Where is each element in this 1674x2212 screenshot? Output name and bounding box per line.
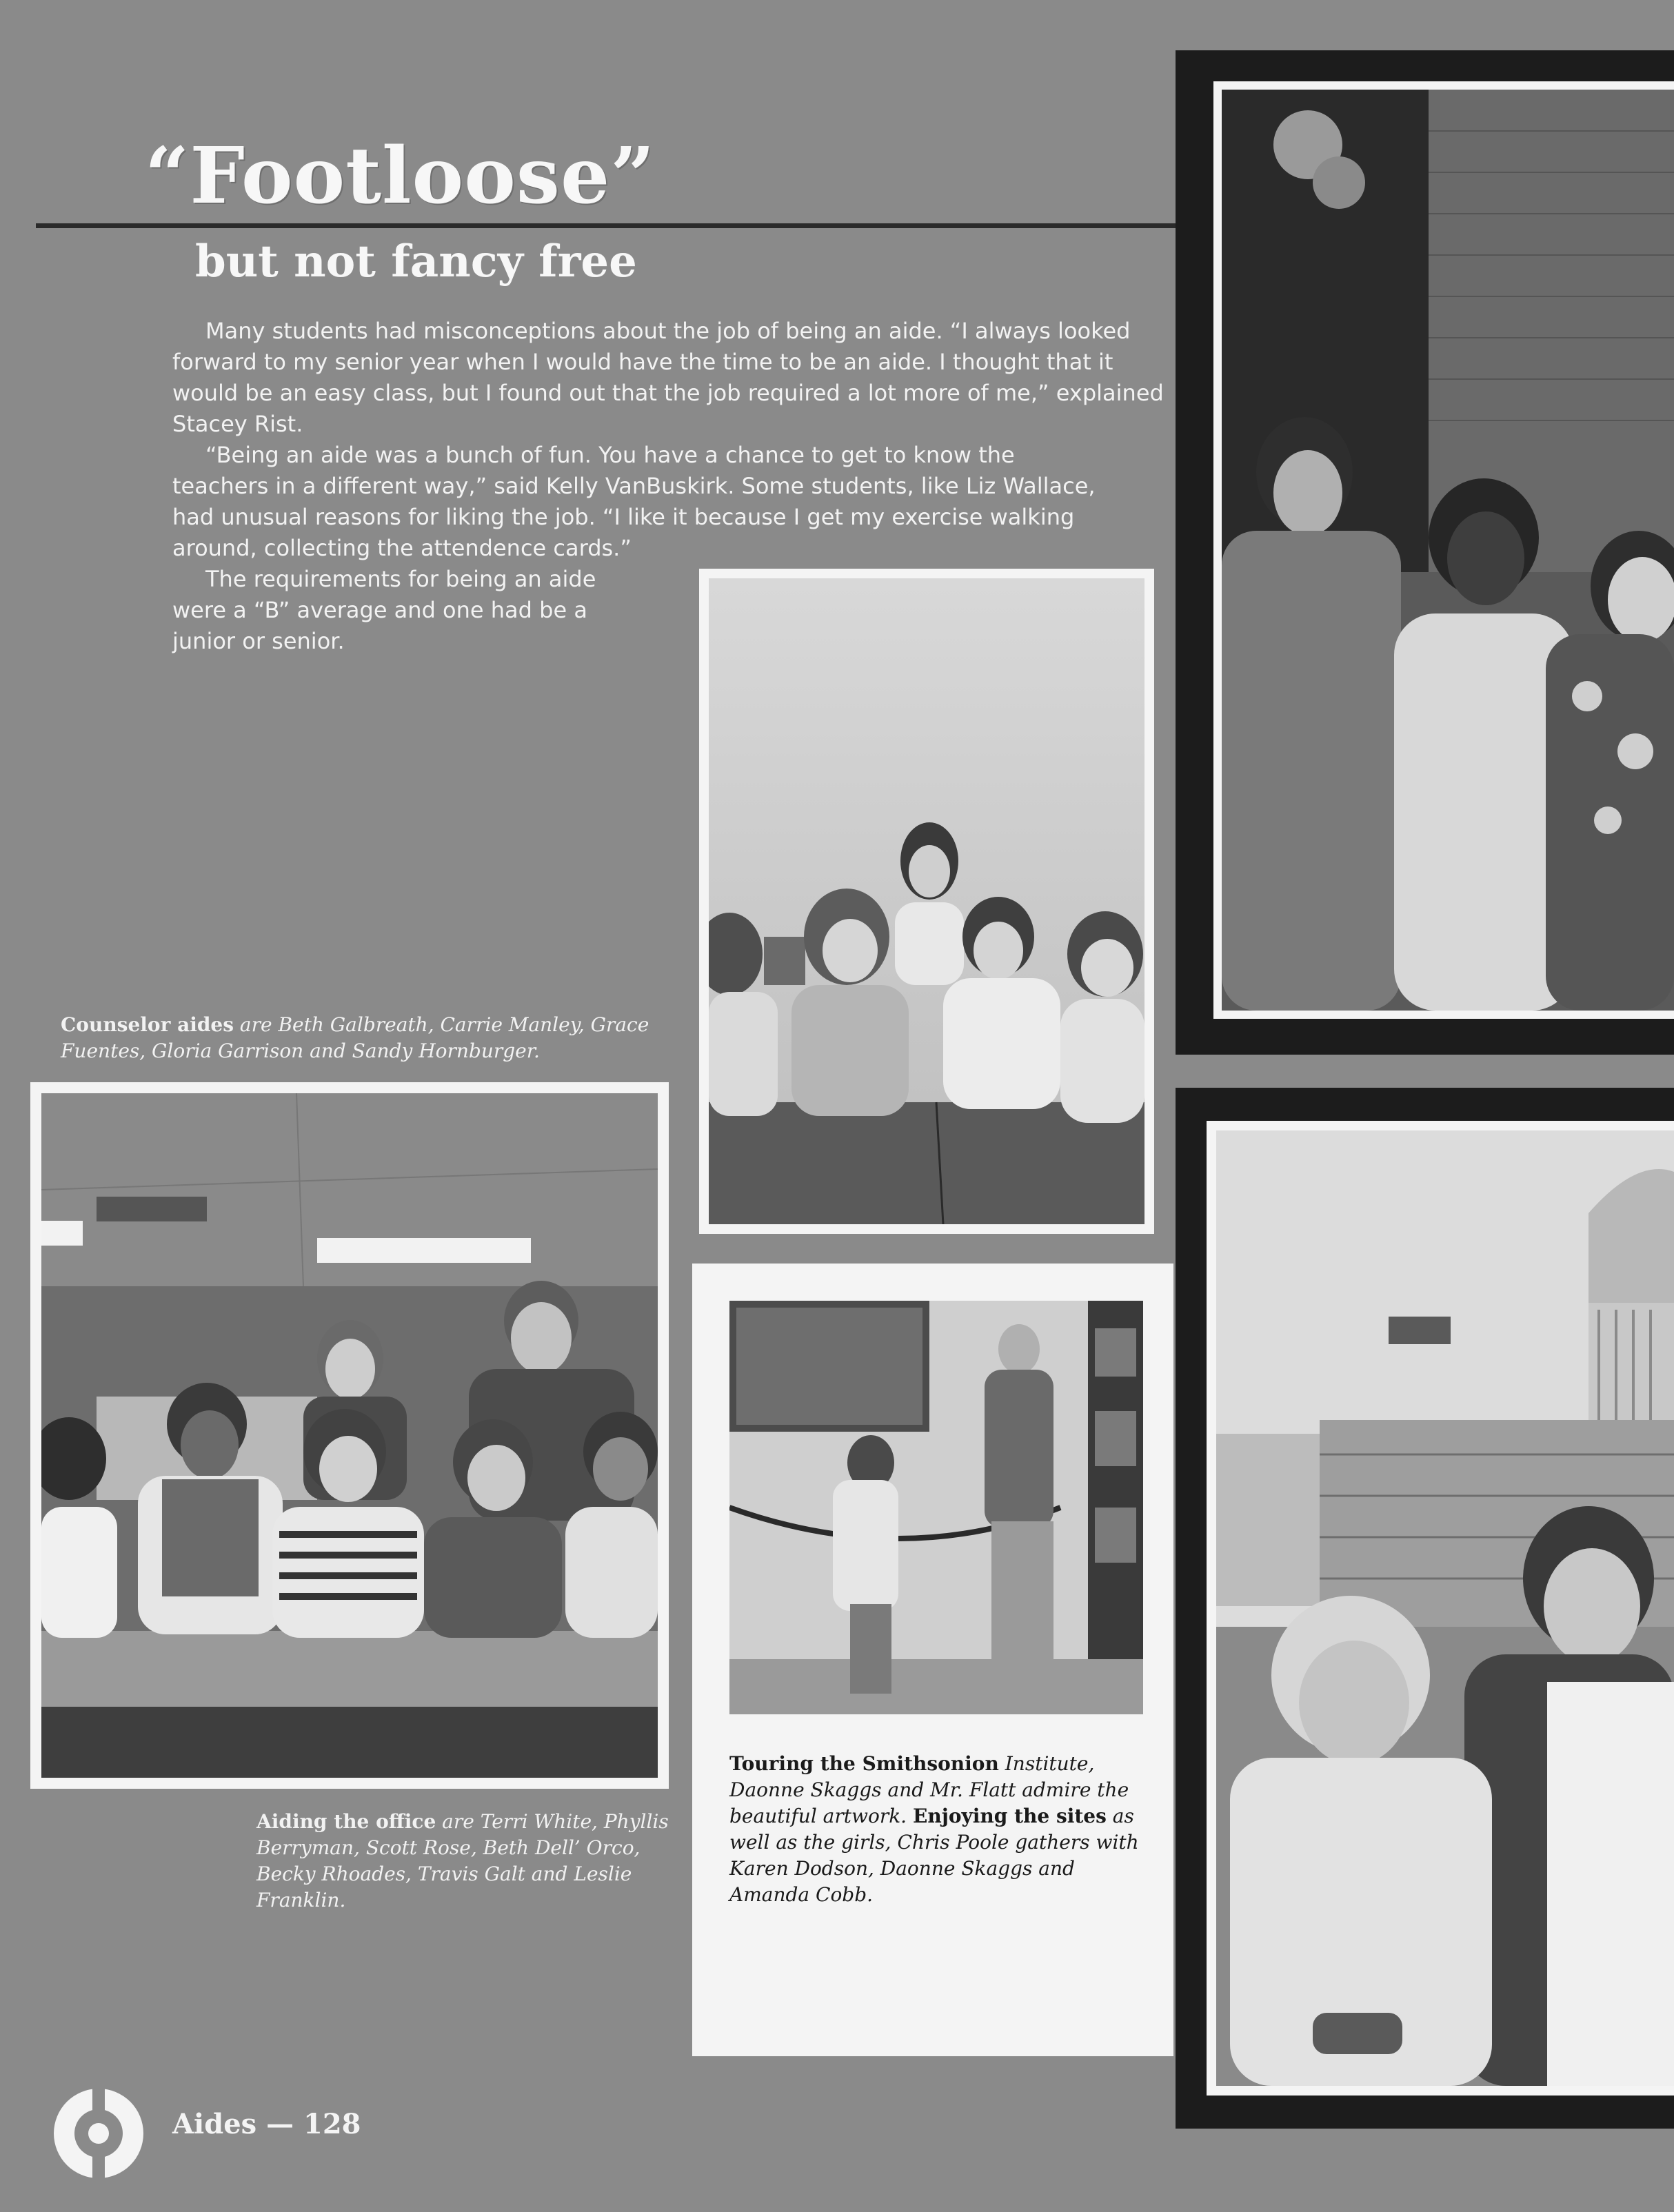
article-paragraph-1: Many students had misconceptions about the job of being an aide. “I always looked forward to my senior year when I would have the time to be an aide. I thought that it would be an easy class, but I found out that the job required a lot more of me,” explained Stacey Rist. bbox=[172, 318, 1164, 437]
smithsonian-caption-text-1: Institute, Daonne Skaggs and Mr. Flatt admire the beautiful artwork. bbox=[729, 1752, 1129, 1827]
counselor-aides-image bbox=[709, 578, 1144, 1224]
right-top-photo-frame bbox=[1176, 50, 1674, 1055]
page-folio: Aides — 128 bbox=[172, 2108, 361, 2140]
smithsonian-caption bbox=[729, 1751, 1143, 1908]
article-paragraph-2: “Being an aide was a bunch of fun. You have a chance to get to know the teachers in a different way,” said Kelly VanBuskirk. Some students, like Liz Wallace, had unusual reasons for liking the job. “I like it because I get my exercise walking around, collecting the attendence cards.” bbox=[172, 442, 1096, 561]
right-bottom-photo-frame bbox=[1176, 1088, 1674, 2129]
title-rule bbox=[36, 223, 1180, 228]
office-caption-text: are Terri White, Phyllis Berryman, Scott Rose, Beth Dell’ Orco, Becky Rhoades, Travis Galt and Leslie Franklin. bbox=[256, 1810, 669, 1911]
smithsonian-image bbox=[729, 1301, 1143, 1714]
capitol-trip-image bbox=[1216, 1130, 1674, 2086]
office-aides-photo bbox=[30, 1082, 669, 1789]
page-subtitle: but not fancy free bbox=[195, 236, 637, 287]
right-bottom-photo bbox=[1207, 1121, 1674, 2096]
office-caption-lead: Aiding the office bbox=[256, 1810, 436, 1833]
office-aides-image bbox=[41, 1093, 658, 1778]
smithsonian-caption-text-2: as well as the girls, Chris Poole gathers with Karen Dodson, Daonne Skaggs and Amanda Cobb. bbox=[729, 1805, 1139, 1906]
smithsonian-photo-panel bbox=[692, 1264, 1173, 2056]
right-top-photo bbox=[1213, 81, 1674, 1019]
article-paragraph-3: The requirements for being an aide were a “B” average and one had be a junior or senior. bbox=[172, 566, 596, 654]
smithsonian-caption-lead-1: Touring the Smithsonion bbox=[729, 1752, 999, 1775]
staff-aides-image bbox=[1222, 90, 1674, 1011]
counselor-caption-lead: Counselor aides bbox=[61, 1013, 234, 1036]
counselor-caption bbox=[61, 1012, 667, 1064]
disc-logo-icon bbox=[54, 2089, 143, 2178]
smithsonian-caption-lead-2: Enjoying the sites bbox=[913, 1805, 1107, 1827]
counselor-aides-photo bbox=[699, 569, 1154, 1234]
office-caption bbox=[256, 1809, 670, 1914]
page-title: “Footloose” bbox=[145, 131, 656, 221]
counselor-caption-text: are Beth Galbreath, Carrie Manley, Grace Fuentes, Gloria Garrison and Sandy Hornburger. bbox=[61, 1013, 649, 1062]
